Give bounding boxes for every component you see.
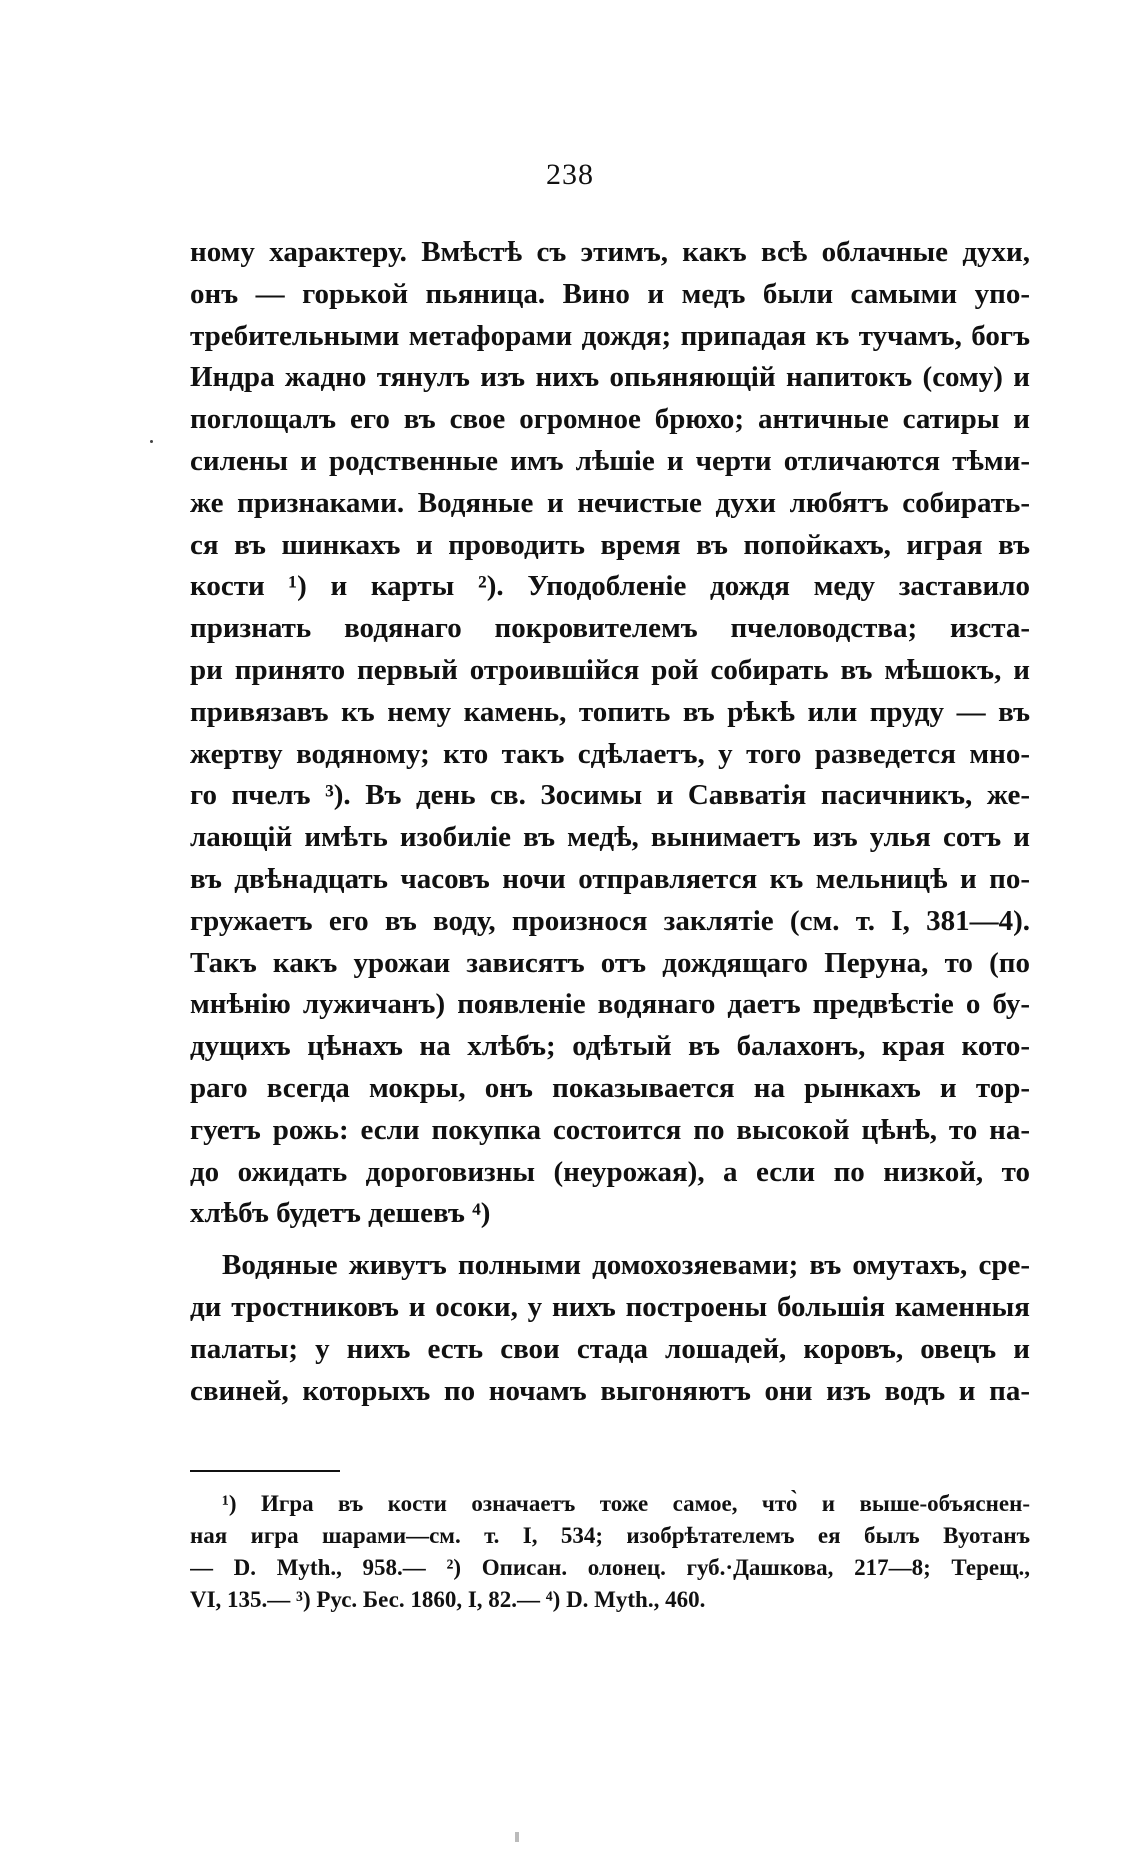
paragraph-2 [190, 1245, 1030, 1412]
footnote-line: — D. Myth., 958.— ²) Описан. олонец. губ.·Дашкова, 217—8; Терещ., [190, 1555, 1030, 1580]
text-line: го пчелъ ³). Въ день св. Зосимы и Савватія пасичникъ, же- [190, 779, 1030, 812]
text-line: хлѣбъ будетъ дешевъ ⁴) [190, 1197, 491, 1230]
text-line: Такъ какъ урожаи зависятъ отъ дождящаго Перуна, то (по [190, 946, 1030, 979]
text-line: гуетъ рожь: если покупка состоится по высокой цѣнѣ, то на- [190, 1113, 1030, 1146]
text-line: ди тростниковъ и осоки, у нихъ построены большія каменныя [190, 1290, 1030, 1323]
text-line: гружаетъ его въ воду, произнося заклятіе (см. т. I, 381—4). [190, 904, 1030, 937]
text-line: ри принято первый отроившійся рой собирать въ мѣшокъ, и [190, 653, 1030, 686]
text-line: кости ¹) и карты ²). Уподобленіе дождя меду заставило [190, 570, 1030, 603]
paragraph-1 [190, 232, 1030, 1235]
text-line: дущихъ цѣнахъ на хлѣбъ; одѣтый въ балахонъ, края кото- [190, 1030, 1030, 1063]
text-line: поглощалъ его въ свое огромное брюхо; античные сатиры и [190, 403, 1030, 436]
text-line: требительными метафорами дождя; припадая къ тучамъ, богъ [190, 319, 1030, 352]
text-line: Водяные живутъ полными домохозяевами; въ омутахъ, сре- [222, 1249, 1030, 1282]
footnote-line: ная игра шарами—см. т. I, 534; изобрѣтателемъ ея былъ Вуотанъ [190, 1523, 1030, 1548]
text-line: раго всегда мокры, онъ показывается на рынкахъ и тор- [190, 1071, 1030, 1104]
footnote-divider [190, 1470, 340, 1472]
footnotes [190, 1488, 1030, 1616]
text-line: палаты; у нихъ есть свои стада лошадей, коровъ, овецъ и [190, 1332, 1030, 1365]
margin-speck [150, 440, 153, 443]
page-number: 238 [546, 158, 594, 191]
text-line: лающій имѣть изобиліе въ медѣ, вынимаетъ изъ улья сотъ и [190, 821, 1030, 854]
text-line: мнѣнію лужичанъ) появленіе водянаго даетъ предвѣстіе о бу- [190, 988, 1030, 1021]
text-line: свиней, которыхъ по ночамъ выгоняютъ они изъ водъ и па- [190, 1374, 1030, 1407]
text-line: признать водянаго покровителемъ пчеловодства; изста- [190, 612, 1030, 645]
text-line: ному характеру. Вмѣстѣ съ этимъ, какъ всѣ облачные духи, [190, 236, 1030, 268]
text-line: силены и родственные имъ лѣшіе и черти отличаются тѣми- [190, 444, 1030, 477]
text-line: Индра жадно тянулъ изъ нихъ опьяняющій напитокъ (сому) и [190, 361, 1030, 394]
footnote-line: VI, 135.— ³) Рус. Бес. 1860, I, 82.— ⁴) D. Myth., 460. [190, 1587, 706, 1612]
text-line: до ожидать дороговизны (неурожая), а если по низкой, то [190, 1155, 1030, 1188]
text-line: въ двѣнадцать часовъ ночи отправляется къ мельницѣ и по- [190, 862, 1030, 895]
footnote-line: ¹) Игра въ кости означаетъ тоже самое, что̀ и выше-объяснен- [222, 1491, 1030, 1516]
text-line: онъ — горькой пьяница. Вино и медъ были самыми упо- [190, 277, 1030, 310]
text-line: жертву водяному; кто такъ сдѣлаетъ, у того разведется мно- [190, 737, 1030, 770]
text-line: же признаками. Водяные и нечистые духи любятъ собирать- [190, 486, 1030, 519]
scan-mark [515, 1832, 519, 1842]
text-line: привязавъ къ нему камень, топить въ рѣкѣ или пруду — въ [190, 695, 1030, 728]
paragraph-gap [190, 1235, 1030, 1245]
main-text [190, 232, 1030, 1412]
text-line: ся въ шинкахъ и проводить время въ попойкахъ, играя въ [190, 528, 1030, 561]
